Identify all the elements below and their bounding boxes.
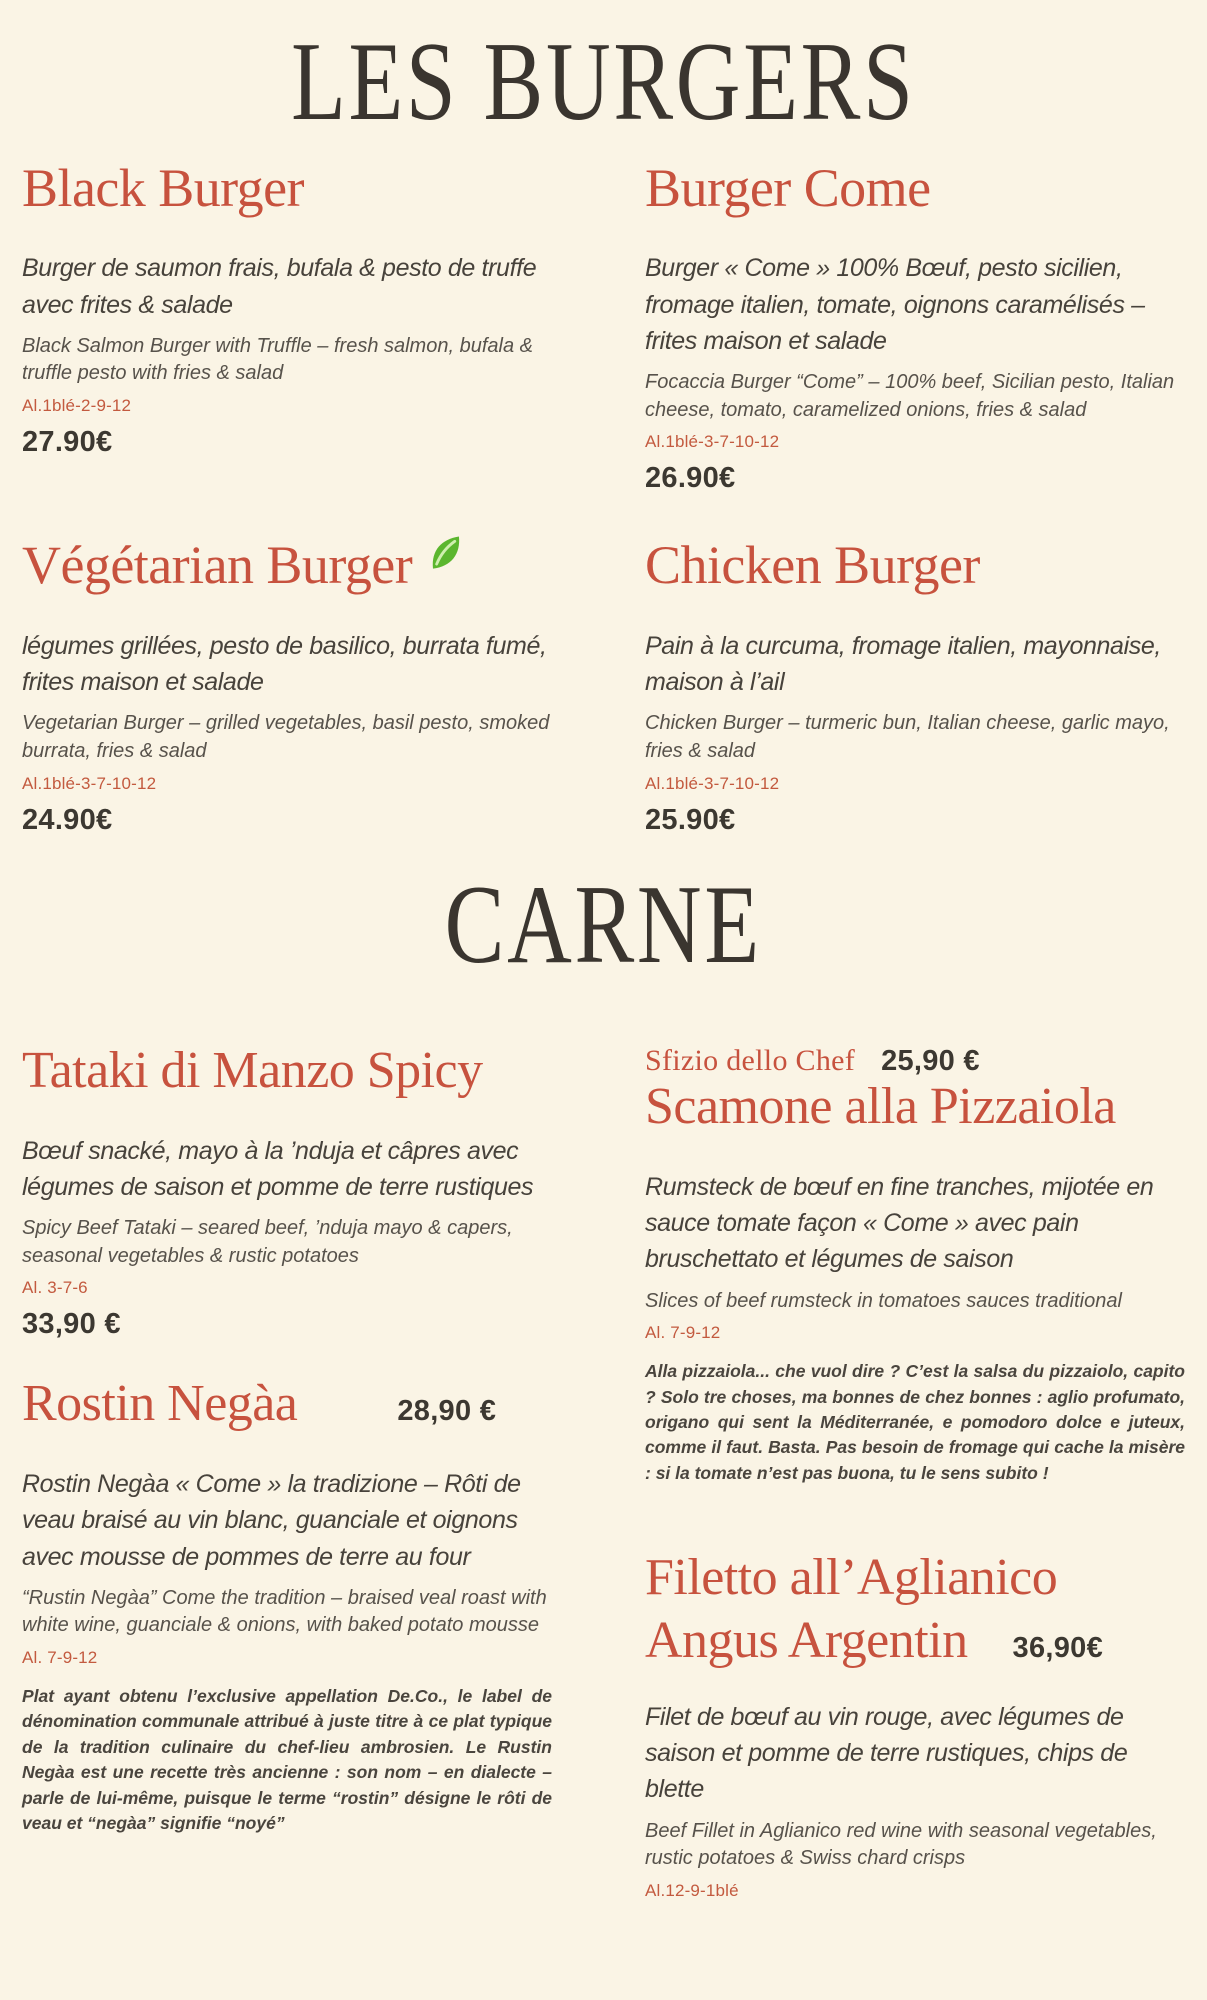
allergen-code: Al.1blé-2-9-12 [22, 395, 132, 415]
dish-description-fr: légumes grillées, pesto de basilico, burrata fumé, frites maison et salade [22, 631, 547, 697]
dish-price: 36,90€ [1012, 1632, 1103, 1665]
dish-name: Scamone alla Pizzaiola [645, 1078, 1116, 1136]
dish-price: 26.90€ [645, 462, 736, 495]
dish-description-fr: Pain à la curcuma, fromage italien, mayonnaise, maison à l’ail [645, 631, 1161, 697]
menu-item-filetto-aglianico-angus-argentin [645, 1546, 1185, 1901]
dish-price: 27.90€ [22, 425, 113, 458]
section-title-burgers [22, 20, 1185, 144]
dish-name-line1: Filetto all’Aglianico [645, 1549, 1058, 1606]
dish-name: Burger Come [645, 157, 931, 218]
dish-description-en: Focaccia Burger “Come” – 100% beef, Sicilian pesto, Italian cheese, tomato, caramelized onions, fries & salad [645, 371, 1175, 421]
dish-price: 25,90 € [881, 1045, 980, 1078]
dish-description-en: “Rustin Negàa” Come the tradition – braised veal roast with white wine, guanciale & onions, with baked potato mousse [22, 1586, 547, 1637]
allergen-code: Al.1blé-3-7-10-12 [645, 432, 780, 452]
dish-price: 24.90€ [22, 803, 113, 836]
dish-description-en: Spicy Beef Tataki – seared beef, ’nduja mayo & capers, seasonal vegetables & rustic potatoes [22, 1217, 513, 1267]
menu-item-burger-come [645, 157, 1185, 496]
section-title-burgers-text: LES BURGERS [291, 20, 916, 144]
dish-price: 28,90 € [397, 1395, 497, 1428]
allergen-code: Al.12-9-1blé [645, 1880, 739, 1900]
allergen-code: Al. 3-7-6 [22, 1278, 88, 1298]
dish-description-en: Black Salmon Burger with Truffle – fresh salmon, bufala & truffle pesto with fries & salad [22, 334, 533, 385]
menu-item-chicken-burger [645, 537, 1185, 836]
dish-description-fr: Rostin Negàa « Come » la tradizione – Rôti de veau braisé au vin blanc, guanciale et oignons avec mousse de pommes de terre au four [22, 1470, 521, 1571]
dish-title-row [22, 1377, 552, 1432]
dish-description-en: Slices of beef rumsteck in tomatoes sauces traditional [645, 1289, 1122, 1312]
dish-name-text: Végétarian Burger [22, 535, 413, 596]
menu-item-vegetarian-burger [22, 537, 552, 836]
carne-columns [22, 1044, 1185, 1901]
section-title-carne [22, 862, 1185, 987]
burgers-grid [22, 157, 1185, 837]
dish-description-fr: Burger « Come » 100% Bœuf, pesto sicilien, fromage italien, tomate, oignons caramélisés – frites maison et salade [645, 254, 1145, 355]
dish-note: Alla pizzaiola... che vuol dire ? C’est la salsa du pizzaiolo, capito ? Solo tre choses, ma bonnes de chez bonnes : aglio profumato, origano qui sent la Méditerranée, e pomodoro dolce e juteux, comme il faut. Basta. Pas besoin de fromage qui cache la misère : si la tomate n’est pas buona, tu le sens subito ! [645, 1361, 1185, 1483]
dish-description-en: Chicken Burger – turmeric bun, Italian cheese, garlic mayo, fries & salad [645, 712, 1170, 762]
dish-name: Tataki di Manzo Spicy [22, 1042, 483, 1100]
dish-description-fr: Burger de saumon frais, bufala & pesto de truffe avec frites & salade [22, 254, 537, 319]
carne-column-left [22, 1044, 552, 1901]
dish-name [645, 1546, 1185, 1673]
dish-note: Plat ayant obtenu l’exclusive appellation De.Co., le label de dénomination communale attribué à juste titre à ce plat typique de la tradition culinaire du chef-lieu ambrosien. Le Rustin Negàa est une recette très ancienne : son nom – en dialecte – parle de lui-même, puisque le terme “rostin” désigne le rôti de veau et “negàa” signifie “noyé” [22, 1686, 552, 1833]
dish-description-fr: Rumsteck de bœuf en fine tranches, mijotée en sauce tomate façon « Come » avec pain bruschettato et légumes de saison [645, 1172, 1154, 1274]
dish-description-fr: Bœuf snacké, mayo à la ’nduja et câpres avec légumes de saison et pomme de terre rustiques [22, 1136, 534, 1202]
dish-description-en: Beef Fillet in Aglianico red wine with seasonal vegetables, rustic potatoes & Swiss chard crisps [645, 1819, 1157, 1870]
dish-kicker-row [645, 1044, 1185, 1078]
dish-price: 33,90 € [22, 1308, 121, 1341]
dish-description-en: Vegetarian Burger – grilled vegetables, basil pesto, smoked burrata, fries & salad [22, 712, 550, 762]
allergen-code: Al.1blé-3-7-10-12 [22, 773, 157, 793]
allergen-code: Al. 7-9-12 [22, 1648, 98, 1667]
dish-price: 25.90€ [645, 803, 736, 836]
allergen-code: Al.1blé-3-7-10-12 [645, 773, 780, 793]
dish-name: Chicken Burger [645, 535, 980, 596]
menu-item-rostin-negaa [22, 1377, 552, 1836]
menu-item-tataki-di-manzo-spicy [22, 1044, 552, 1341]
carne-column-right [645, 1044, 1185, 1901]
dish-description-fr: Filet de bœuf au vin rouge, avec légumes de saison et pomme de terre rustiques, chips de blette [645, 1702, 1128, 1804]
dish-name: Rostin Negàa [22, 1375, 298, 1433]
section-title-carne-text: CARNE [444, 862, 763, 987]
menu-item-scamone-alla-pizzaiola [645, 1044, 1185, 1486]
leaf-icon [424, 531, 468, 575]
allergen-code: Al. 7-9-12 [645, 1323, 721, 1343]
dish-kicker: Sfizio dello Chef [645, 1044, 856, 1078]
dish-name-line2: Angus Argentin [645, 1612, 968, 1670]
menu-item-black-burger [22, 157, 552, 496]
dish-name: Black Burger [22, 157, 304, 218]
dish-name [22, 537, 552, 594]
